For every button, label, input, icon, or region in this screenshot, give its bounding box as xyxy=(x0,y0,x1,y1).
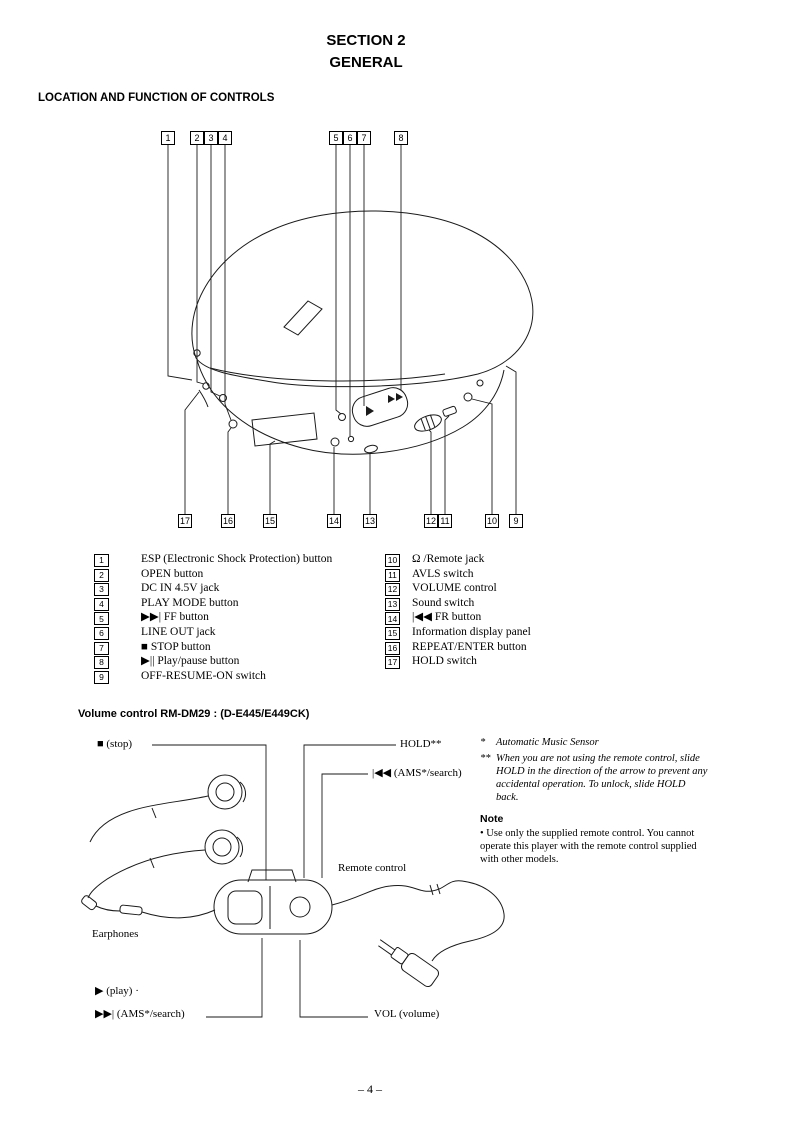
footnote-hold-text: When you are not using the remote control, slide HOLD in the direction of the arrow to prevent any accidental operation. To unlock, slide HOLD back. xyxy=(496,753,708,803)
section-title xyxy=(0,30,732,74)
remote-jack xyxy=(464,393,472,401)
section-title-line1: SECTION 2 xyxy=(326,32,406,49)
page-number: – 4 – xyxy=(358,1082,382,1096)
control-item xyxy=(385,553,531,568)
callout-5: 5 xyxy=(329,131,343,145)
control-label: DC IN 4.5V jack xyxy=(141,582,220,595)
volume-section-heading: Volume control RM-DM29 : (D-E445/E449CK) xyxy=(78,708,310,720)
control-number: 4 xyxy=(94,598,109,611)
remote-control-label: Remote control xyxy=(338,862,407,874)
controls-list-left xyxy=(94,553,332,684)
control-number: 14 xyxy=(385,612,400,625)
footnote-hold-mark: ** xyxy=(480,753,491,764)
footnote-ams-mark: * xyxy=(480,737,486,748)
callout-17: 17 xyxy=(178,514,192,528)
control-label: Information display panel xyxy=(412,625,531,638)
footnote-ams-text: Automatic Music Sensor xyxy=(496,737,599,748)
fr-button xyxy=(331,438,339,446)
earphone-right xyxy=(205,830,243,864)
remote-cable xyxy=(332,881,504,961)
play-pause-cluster xyxy=(349,384,412,430)
callout-6: 6 xyxy=(343,131,357,145)
control-label: LINE OUT jack xyxy=(141,625,216,638)
resume-switch xyxy=(477,380,483,386)
callout-11: 11 xyxy=(438,514,452,528)
control-item xyxy=(385,641,531,656)
control-number: 15 xyxy=(385,627,400,640)
stop-label: ■ (stop) xyxy=(97,738,133,750)
callout-4: 4 xyxy=(218,131,232,145)
control-label: ▶|| Play/pause button xyxy=(141,655,240,668)
callout-3: 3 xyxy=(204,131,218,145)
lid-window xyxy=(284,301,322,335)
control-item xyxy=(385,655,531,670)
play-label: ▶ (play) · xyxy=(95,985,139,997)
controls-list-right xyxy=(385,553,531,670)
control-number: 17 xyxy=(385,656,400,669)
control-label: PLAY MODE button xyxy=(141,596,239,609)
callout-14: 14 xyxy=(327,514,341,528)
control-label: |◀◀ FR button xyxy=(412,611,482,624)
callout-13: 13 xyxy=(363,514,377,528)
control-label: OFF-RESUME-ON switch xyxy=(141,669,266,682)
hold-label: HOLD** xyxy=(400,738,442,750)
control-item xyxy=(385,582,531,597)
remote-leader-lines xyxy=(152,745,396,1017)
cd-player-diagram xyxy=(0,120,600,540)
control-item xyxy=(94,611,332,626)
control-item xyxy=(94,553,332,568)
control-item xyxy=(385,611,531,626)
repeat-enter-button xyxy=(229,420,237,428)
callout-12: 12 xyxy=(424,514,438,528)
callout-8: 8 xyxy=(394,131,408,145)
leader-lines-bottom xyxy=(185,366,516,514)
control-number: 6 xyxy=(94,627,109,640)
control-item xyxy=(94,626,332,641)
hold-switch xyxy=(199,390,208,407)
control-label: REPEAT/ENTER button xyxy=(412,640,527,653)
callout-15: 15 xyxy=(263,514,277,528)
display-panel xyxy=(252,413,317,446)
callout-16: 16 xyxy=(221,514,235,528)
callout-9: 9 xyxy=(509,514,523,528)
earphones-label: Earphones xyxy=(92,928,139,940)
control-number: 7 xyxy=(94,642,109,655)
control-label: Ω /Remote jack xyxy=(412,553,485,565)
vol-label: VOL (volume) xyxy=(374,1008,440,1020)
control-item xyxy=(94,641,332,656)
avls-switch xyxy=(442,406,457,417)
control-label: VOLUME control xyxy=(412,582,497,595)
sound-switch xyxy=(364,444,378,454)
ams-ff-label: ▶▶| (AMS*/search) xyxy=(95,1008,185,1020)
volume-control xyxy=(412,412,443,435)
control-item xyxy=(94,655,332,670)
cd-player-drawing xyxy=(0,120,600,540)
note-title: Note xyxy=(480,813,504,825)
control-label: Sound switch xyxy=(412,596,475,609)
line-out-jack xyxy=(348,436,353,441)
control-item xyxy=(94,597,332,612)
earphone-left xyxy=(208,775,246,809)
control-item xyxy=(94,582,332,597)
page-heading: LOCATION AND FUNCTION OF CONTROLS xyxy=(38,92,275,104)
callout-1: 1 xyxy=(161,131,175,145)
player-lid-crease xyxy=(210,368,445,381)
control-item xyxy=(385,568,531,583)
footnote-hold xyxy=(480,752,718,804)
section-title-line2: GENERAL xyxy=(329,54,403,71)
control-label: AVLS switch xyxy=(412,567,474,580)
control-number: 10 xyxy=(385,554,400,567)
remote-body xyxy=(214,870,332,934)
control-number: 8 xyxy=(94,656,109,669)
control-number: 2 xyxy=(94,569,109,582)
control-label: OPEN button xyxy=(141,567,204,580)
control-number: 12 xyxy=(385,583,400,596)
callout-2: 2 xyxy=(190,131,204,145)
plug xyxy=(373,933,440,988)
footnote-ams xyxy=(480,736,718,749)
callout-7: 7 xyxy=(357,131,371,145)
control-number: 11 xyxy=(385,569,400,582)
control-number: 3 xyxy=(94,583,109,596)
control-number: 13 xyxy=(385,598,400,611)
control-number: 9 xyxy=(94,671,109,684)
note-bullet: • Use only the supplied remote control. You cannot operate this player with the remote control supplied with other models. xyxy=(480,828,697,865)
control-item xyxy=(385,626,531,641)
earphone-cables xyxy=(80,796,215,918)
control-label: HOLD switch xyxy=(412,655,477,668)
control-label: ▶▶| FF button xyxy=(141,611,209,624)
control-item xyxy=(94,568,332,583)
stop-button xyxy=(339,414,346,421)
control-item xyxy=(94,670,332,685)
control-label: ■ STOP button xyxy=(141,640,211,653)
control-number: 16 xyxy=(385,642,400,655)
notes-column xyxy=(480,736,718,866)
callout-10: 10 xyxy=(485,514,499,528)
control-label: ESP (Electronic Shock Protection) button xyxy=(141,553,333,565)
control-number: 1 xyxy=(94,554,109,567)
ams-rew-label: |◀◀ (AMS*/search) xyxy=(372,767,462,779)
player-lid-outline xyxy=(192,211,533,387)
control-number: 5 xyxy=(94,612,109,625)
control-item xyxy=(385,597,531,612)
